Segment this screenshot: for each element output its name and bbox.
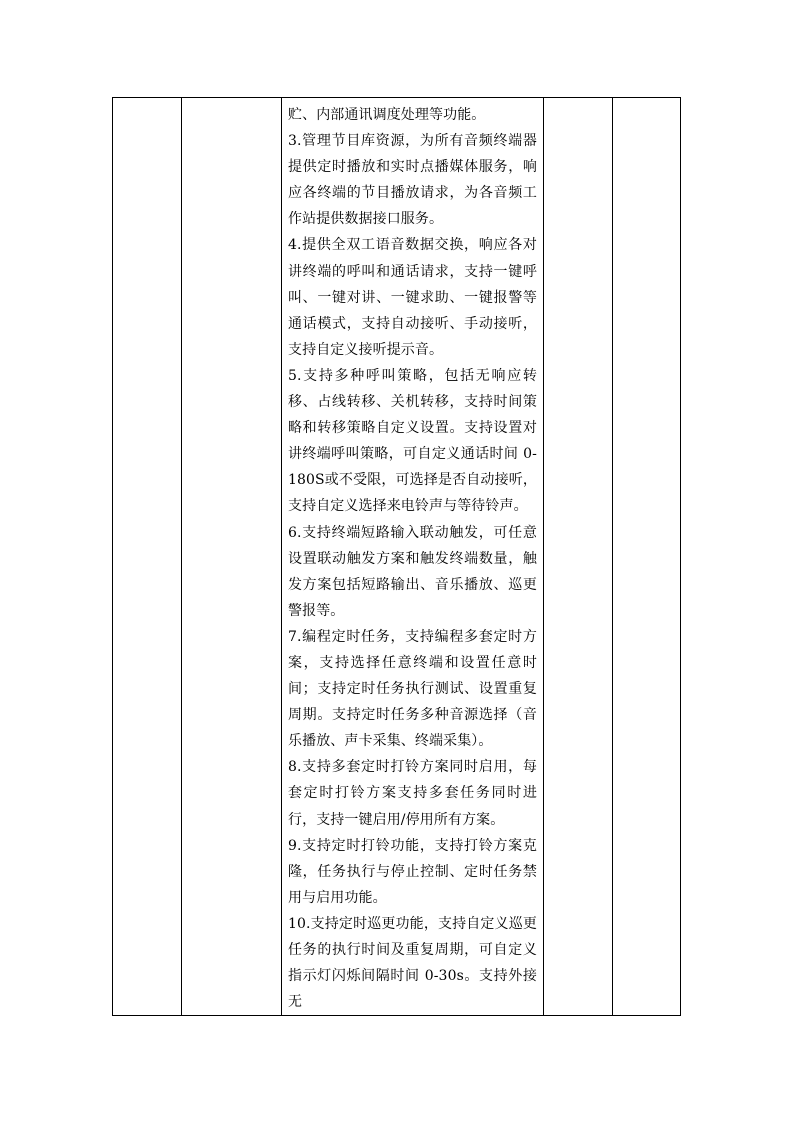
spec-paragraph: 5.支持多种呼叫策略，包括无响应转移、占线转移、关机转移，支持时间策略和转移策略自定义设置。支持设置对讲终端呼叫策略，可自定义通话时间 0-180S或不受限，可选择是否自动接听，支持自定义选择来电铃声与等待铃声。 [288, 367, 537, 515]
spec-paragraph: 10.支持定时巡更功能，支持自定义巡更任务的执行时间及重复周期，可自定义指示灯闪烁间隔时间 0-30s。支持外接无 [288, 915, 537, 1011]
table-cell-spec [282, 98, 544, 1016]
spec-paragraph: 3.管理节目库资源，为所有音频终端器提供定时播放和实时点播媒体服务，响应各终端的节目播放请求，为各音频工作站提供数据接口服务。 [288, 133, 537, 228]
spec-table [112, 97, 681, 1016]
table-cell-unit [613, 98, 681, 1016]
table-row [113, 98, 681, 1016]
spec-paragraph: 7.编程定时任务，支持编程多套定时方案，支持选择任意终端和设置任意时间；支持定时任务执行测试、设置重复周期。支持定时任务多种音源选择（音乐播放、声卡采集、终端采集）。 [288, 628, 537, 750]
spec-paragraph: 9.支持定时打铃功能，支持打铃方案克隆，任务执行与停止控制、定时任务禁用与启用功能。 [288, 837, 537, 906]
table-cell-item [182, 98, 282, 1016]
spec-paragraph: 4.提供全双工语音数据交换，响应各对讲终端的呼叫和通话请求，支持一键呼叫、一键对讲、一键求助、一键报警等通话模式，支持自动接听、手动接听，支持自定义接听提示音。 [288, 237, 537, 358]
spec-paragraph: 6.支持终端短路输入联动触发，可任意设置联动触发方案和触发终端数量，触发方案包括短路输出、音乐播放、巡更警报等。 [288, 524, 537, 619]
spec-text [282, 98, 543, 1015]
spec-paragraph: 8.支持多套定时打铃方案同时启用，每套定时打铃方案支持多套任务同时进行，支持一键启用/停用所有方案。 [288, 759, 537, 828]
table-cell-quantity [544, 98, 613, 1016]
spec-paragraph: 贮、内部通讯调度处理等功能。 [288, 107, 486, 123]
table-cell-index [113, 98, 182, 1016]
